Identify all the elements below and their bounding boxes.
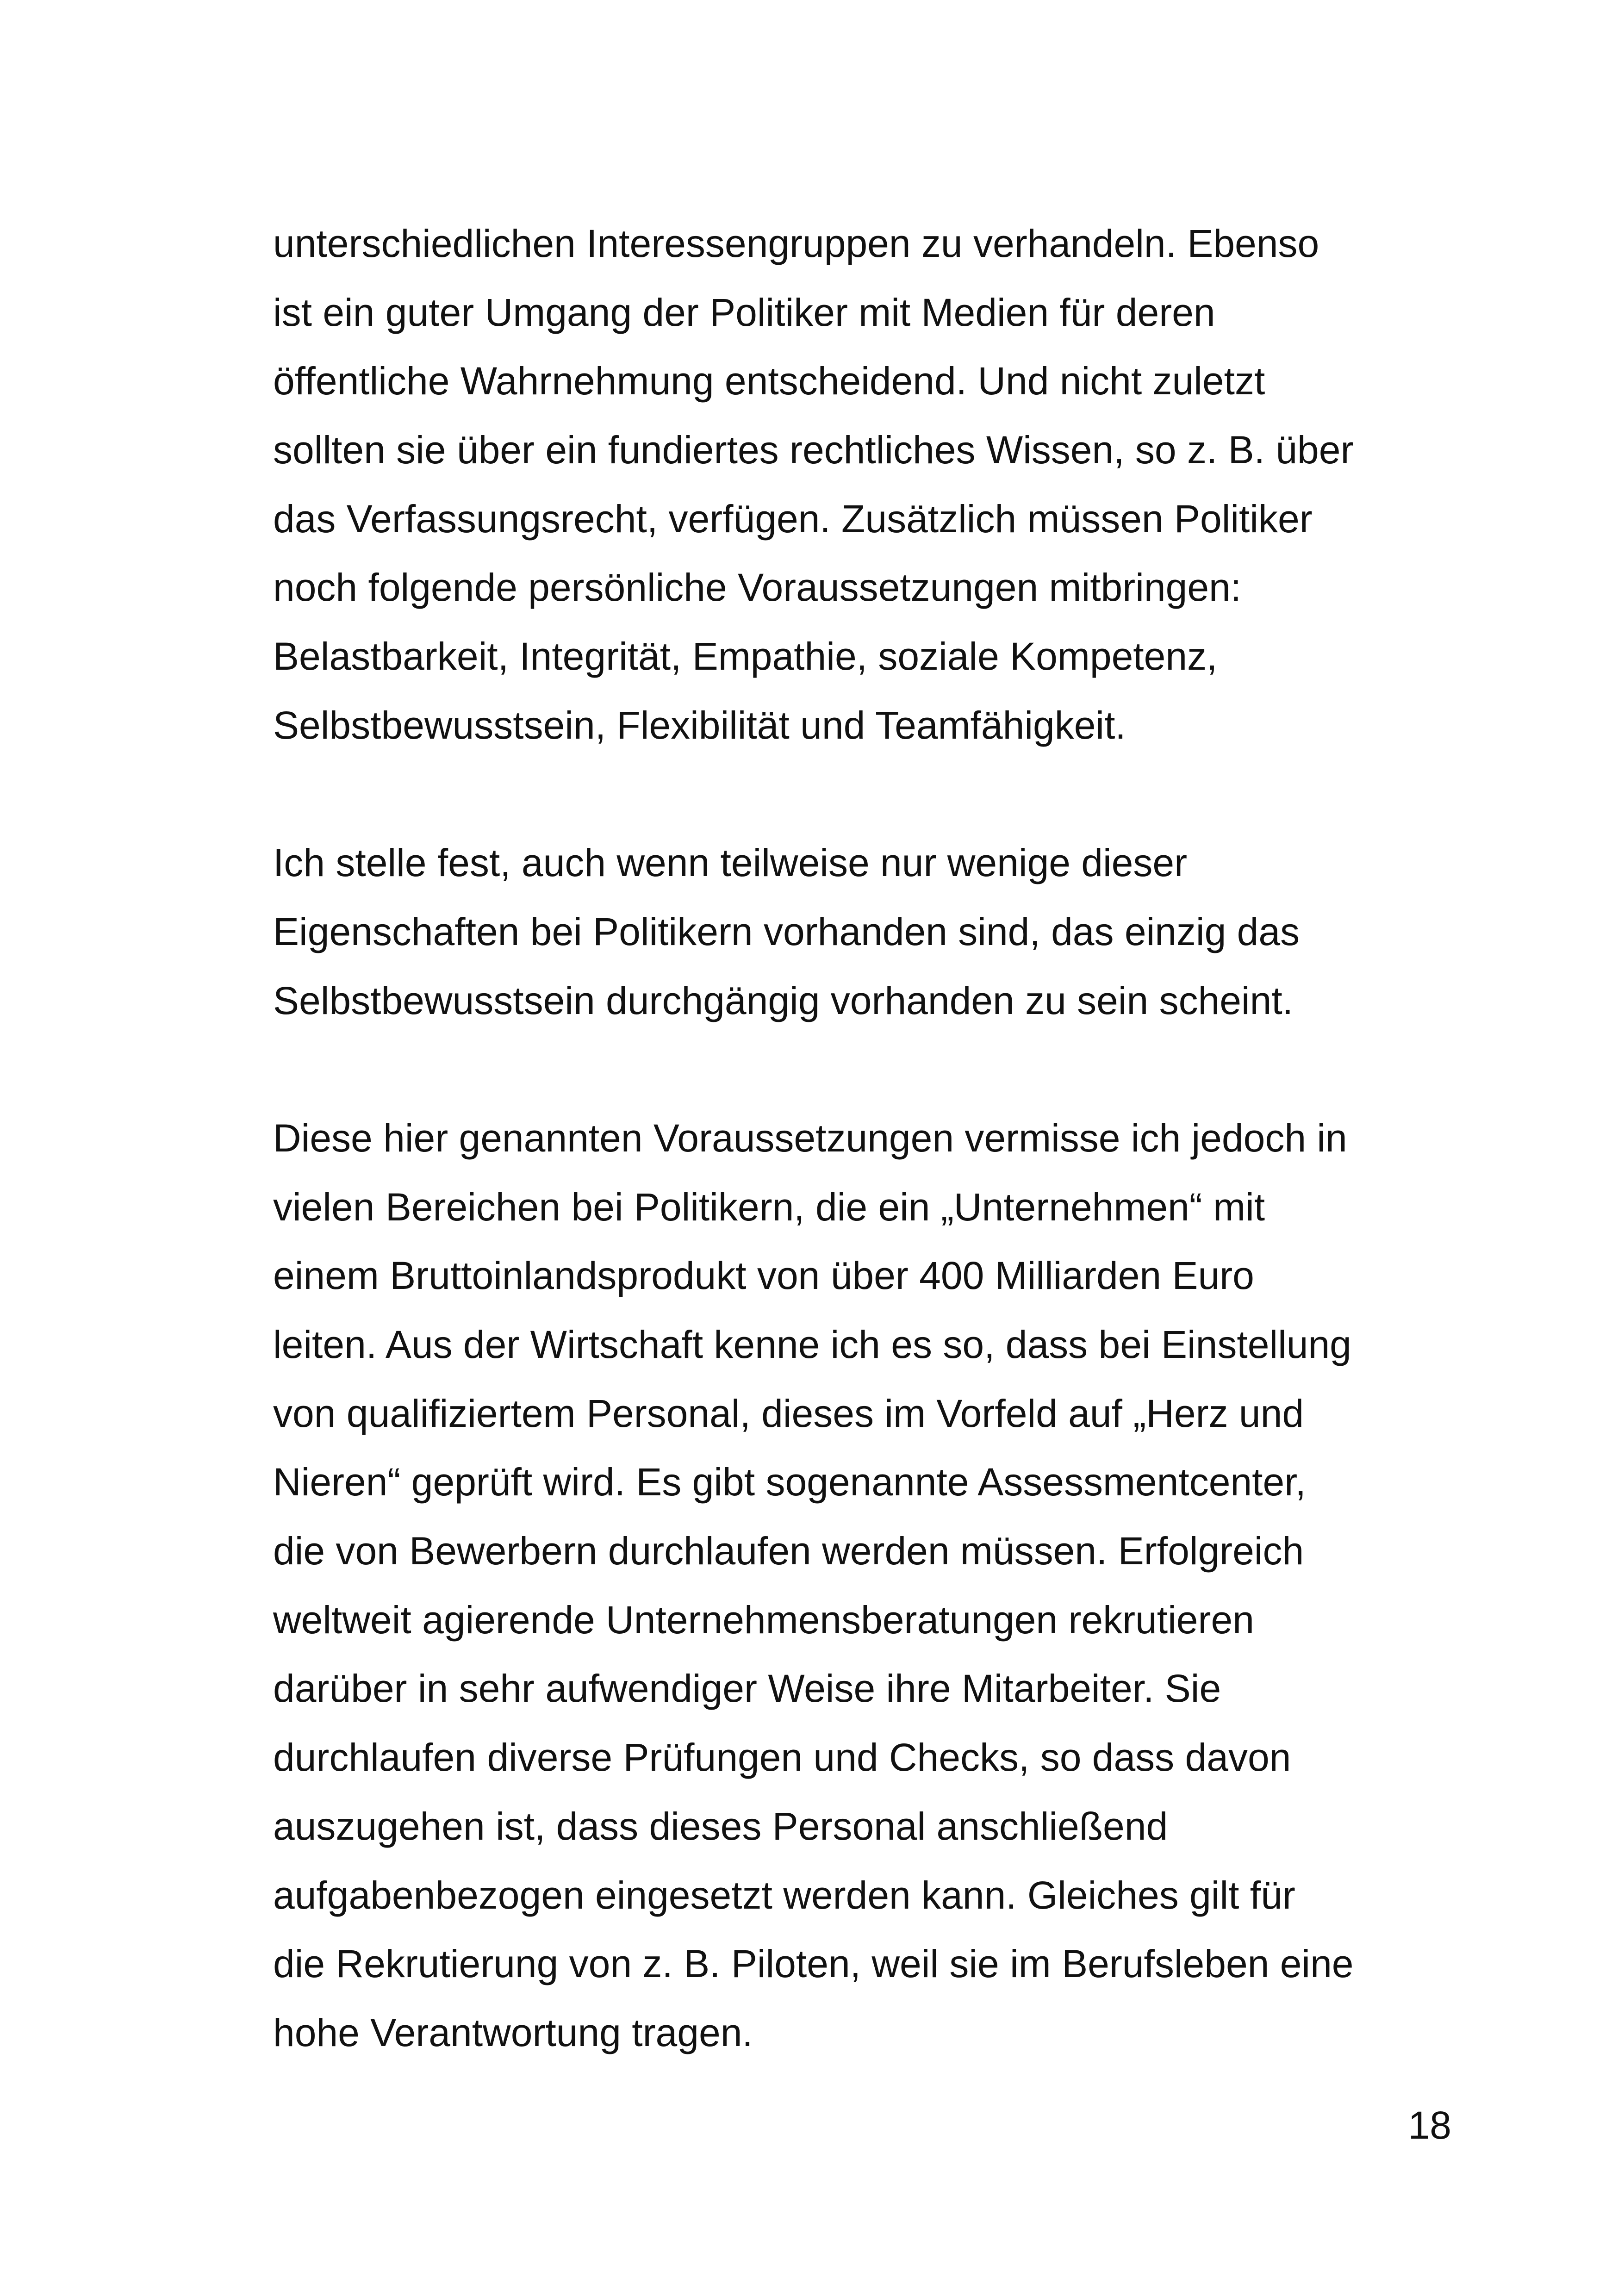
text-line: die von Bewerbern durchlaufen werden müssen. Erfolgreich xyxy=(273,1529,1304,1573)
text-line: ist ein guter Umgang der Politiker mit Medien für deren xyxy=(273,290,1215,334)
text-line: vielen Bereichen bei Politikern, die ein „Unternehmen“ mit xyxy=(273,1185,1265,1229)
text-line: von qualifiziertem Personal, dieses im Vorfeld auf „Herz und xyxy=(273,1391,1304,1435)
text-line: Selbstbewusstsein, Flexibilität und Teamfähigkeit. xyxy=(273,703,1126,747)
text-line: einem Bruttoinlandsprodukt von über 400 Milliarden Euro xyxy=(273,1254,1254,1298)
text-line: Eigenschaften bei Politikern vorhanden sind, das einzig das xyxy=(273,909,1300,953)
text-line: die Rekrutierung von z. B. Piloten, weil sie im Berufsleben eine xyxy=(273,1942,1354,1986)
text-line: weltweit agierende Unternehmensberatungen rekrutieren xyxy=(273,1598,1254,1642)
text-line: unterschiedlichen Interessengruppen zu verhandeln. Ebenso xyxy=(273,222,1319,265)
paragraph-politician-skills xyxy=(273,209,1495,760)
body-text xyxy=(273,209,1495,2067)
text-line: Belastbarkeit, Integrität, Empathie, soziale Kompetenz, xyxy=(273,635,1218,678)
page-number: 18 xyxy=(1408,2103,1451,2147)
text-line: darüber in sehr aufwendiger Weise ihre Mitarbeiter. Sie xyxy=(273,1667,1221,1711)
text-line: Nieren“ geprüft wird. Es gibt sogenannte Assessmentcenter, xyxy=(273,1460,1306,1504)
text-line: das Verfassungsrecht, verfügen. Zusätzlich müssen Politiker xyxy=(273,497,1313,541)
text-line: aufgabenbezogen eingesetzt werden kann. Gleiches gilt für xyxy=(273,1873,1295,1917)
text-line: Ich stelle fest, auch wenn teilweise nur wenige dieser xyxy=(273,841,1188,885)
paragraph-recruitment-comparison xyxy=(273,1104,1495,2067)
text-line: sollten sie über ein fundiertes rechtliches Wissen, so z. B. über xyxy=(273,428,1354,472)
text-line: öffentliche Wahrnehmung entscheidend. Und nicht zuletzt xyxy=(273,359,1265,403)
text-line: noch folgende persönliche Voraussetzungen mitbringen: xyxy=(273,566,1242,610)
text-line: Diese hier genannten Voraussetzungen vermisse ich jedoch in xyxy=(273,1116,1347,1160)
text-line: auszugehen ist, dass dieses Personal anschließend xyxy=(273,1804,1168,1848)
text-line: Selbstbewusstsein durchgängig vorhanden zu sein scheint. xyxy=(273,978,1294,1022)
text-line: hohe Verantwortung tragen. xyxy=(273,2010,753,2054)
text-line: durchlaufen diverse Prüfungen und Checks, so dass davon xyxy=(273,1736,1291,1780)
paragraph-observation xyxy=(273,828,1495,1035)
text-line: leiten. Aus der Wirtschaft kenne ich es so, dass bei Einstellung xyxy=(273,1323,1351,1366)
